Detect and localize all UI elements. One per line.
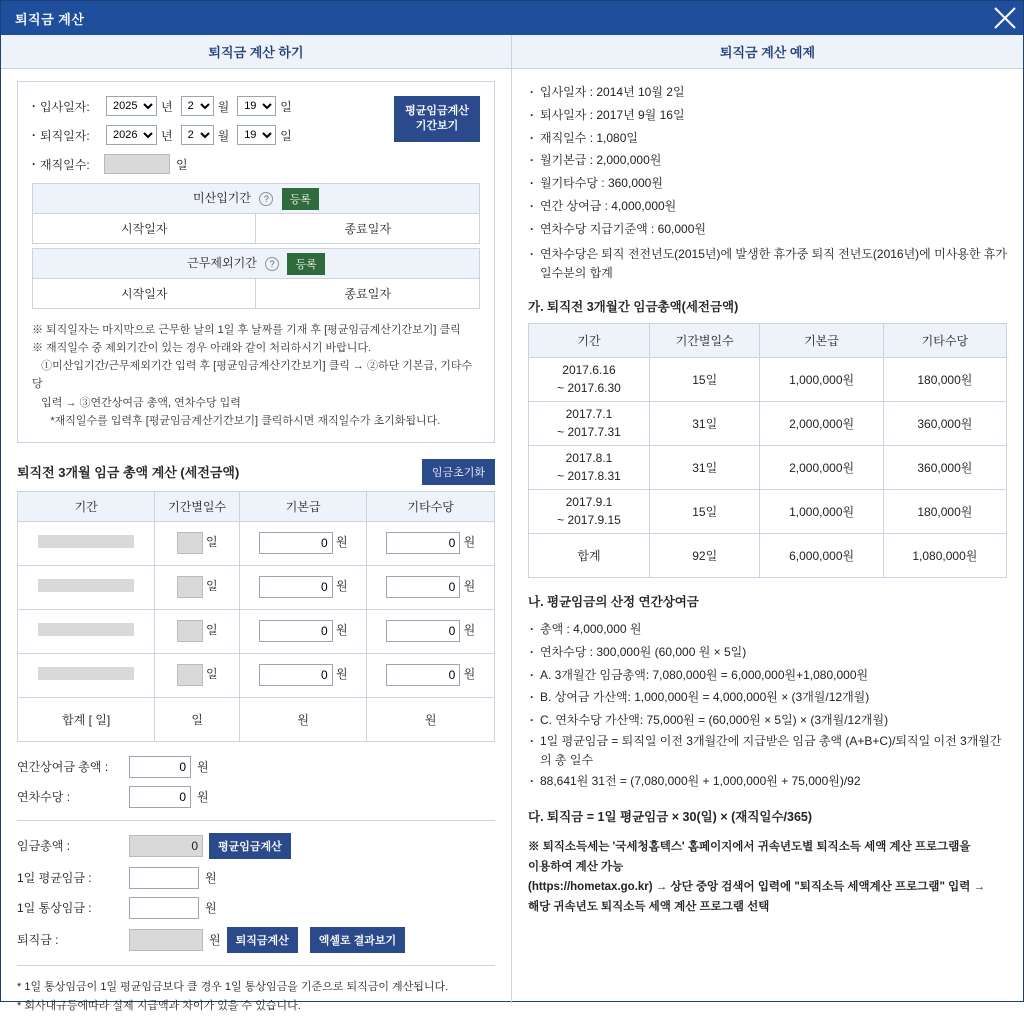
row-extra — [367, 609, 495, 653]
service-days-row — [32, 154, 480, 174]
period-line1: 2017.6.16 — [562, 363, 616, 378]
won-unit: 원 — [463, 535, 476, 550]
table-total-row — [529, 533, 1007, 577]
service-days-label: · 재직일수: — [40, 157, 90, 172]
wage-section-title: 퇴직전 3개월 임금 총액 계산 (세전금액) — [17, 465, 240, 481]
view-average-wage-period-button[interactable] — [394, 96, 480, 142]
extra-pay-input[interactable] — [386, 532, 460, 554]
service-days-unit: 일 — [176, 157, 188, 172]
severance-value — [129, 929, 203, 951]
note-line: ①미산입기간/근무제외기간 입력 후 [평균임금계산기간보기] 클릭 → ②하단 기본급, 기타수당 — [32, 360, 473, 391]
won-unit: 원 — [336, 579, 348, 594]
list-item: · 재직일수 : 1,080일 — [528, 127, 1007, 150]
note-line: 입력 → ③연간상여금 총액, 연차수당 입력 — [32, 396, 241, 409]
day-unit: 일 — [205, 535, 218, 550]
total-extra: 원 — [367, 697, 495, 741]
form-notes — [32, 321, 480, 430]
title-bar — [1, 1, 1023, 35]
days-field[interactable] — [177, 664, 203, 686]
days-field[interactable] — [177, 532, 203, 554]
day-unit: 일 — [205, 667, 218, 682]
excluded-work-register-button[interactable]: 등록 — [287, 253, 324, 275]
calculator-panel — [1, 35, 512, 1012]
unincluded-start-date[interactable]: 시작일자 — [33, 214, 256, 244]
list-item: · 입사일자 : 2014년 10월 2일 — [528, 81, 1007, 104]
period-button-line2: 기간보기 — [415, 119, 459, 132]
table-row — [529, 489, 1007, 533]
notice-line: 해당 귀속년도 퇴직소득 세액 계산 프로그램 선택 — [528, 901, 770, 914]
extra-pay-input[interactable] — [386, 620, 460, 642]
col-header-base: 기본급 — [239, 491, 367, 521]
row-days — [155, 653, 240, 697]
table-row — [529, 445, 1007, 489]
list-item: · 1일 평균임금 = 퇴직일 이전 3개월간에 지급받은 임금 총액 (A+B+C)/퇴직일 이전 3개월간의 총 일수 — [528, 732, 1007, 770]
base-pay-input[interactable] — [259, 576, 333, 598]
period-line1: 2017.9.1 — [565, 495, 613, 510]
day-unit: 일 — [205, 623, 218, 638]
won-unit: 원 — [463, 579, 476, 594]
close-icon[interactable] — [987, 1, 1023, 35]
table-row — [529, 401, 1007, 445]
join-day-unit: 일 — [280, 99, 292, 114]
notice-line: (https://hometax.go.kr) → 상단 중앙 검색어 입력에 "퇴직소득 세액계산 프로그램" 입력 → — [528, 881, 986, 894]
row-extra — [367, 521, 495, 565]
row-days: 15일 — [649, 357, 760, 401]
daily-average-value — [129, 867, 199, 889]
annual-bonus-row — [17, 756, 495, 778]
example-facts-list — [528, 81, 1007, 283]
won-unit: 원 — [205, 901, 217, 916]
join-day-select[interactable] — [237, 96, 276, 116]
total-label: 합계 — [529, 533, 650, 577]
row-base — [239, 653, 367, 697]
note-line: ※ 재직일수 중 제외기간이 있는 경우 아래와 같이 처리하시기 바랍니다. — [32, 342, 372, 355]
row-days — [155, 521, 240, 565]
divider — [17, 820, 495, 821]
days-field[interactable] — [177, 620, 203, 642]
notice-line: 이용하여 계산 가능 — [528, 861, 624, 874]
row-period — [18, 521, 155, 565]
col-header-extra: 기타수당 — [883, 323, 1006, 357]
period-line1: 2017.8.1 — [565, 451, 613, 466]
total-wage-row — [17, 833, 495, 859]
total-extra: 1,080,000원 — [883, 533, 1006, 577]
unincluded-period-title: 미산입기간 — [193, 190, 251, 205]
row-extra: 360,000원 — [883, 401, 1006, 445]
list-item: · A. 3개월간 임금총액: 7,080,000원 = 6,000,000원+1,080,000원 — [528, 664, 1007, 687]
col-header-base: 기본급 — [760, 323, 883, 357]
date-input-box — [17, 81, 495, 443]
excluded-work-period-table — [32, 248, 480, 309]
table-row — [529, 357, 1007, 401]
tax-notice — [528, 837, 1007, 918]
right-panel-header: 퇴직금 계산 예제 — [512, 35, 1023, 69]
row-days: 31일 — [649, 401, 760, 445]
annual-leave-row — [17, 786, 495, 808]
period-placeholder — [38, 623, 134, 636]
join-month-select[interactable] — [181, 96, 214, 116]
excluded-work-header — [33, 249, 480, 279]
list-item: · 퇴사일자 : 2017년 9월 16일 — [528, 104, 1007, 127]
leave-month-unit: 월 — [217, 128, 230, 143]
row-base — [239, 565, 367, 609]
note-line: ※ 퇴직일자는 마지막으로 근무한 날의 1일 후 날짜를 기재 후 [평균임금계산기간보기] 클릭 — [32, 324, 461, 336]
base-pay-input[interactable] — [259, 620, 333, 642]
won-unit: 원 — [197, 760, 209, 775]
period-line1: 2017.7.1 — [565, 407, 613, 422]
table-row — [18, 653, 495, 697]
total-wage-value: 0 — [129, 835, 203, 857]
base-pay-input[interactable] — [259, 664, 333, 686]
row-extra: 180,000원 — [883, 357, 1006, 401]
period-line2: ~ 2017.8.31 — [557, 469, 621, 484]
daily-ordinary-label: 1일 통상임금 : — [17, 901, 92, 916]
calculate-severance-button[interactable]: 퇴직금계산 — [227, 927, 298, 953]
won-unit: 원 — [336, 667, 348, 682]
table-row — [18, 521, 495, 565]
row-period — [529, 357, 650, 401]
example-wage-table — [528, 323, 1007, 578]
base-pay-input[interactable] — [259, 532, 333, 554]
period-line2: ~ 2017.7.31 — [557, 425, 621, 440]
won-unit: 원 — [197, 790, 209, 805]
join-month-unit: 월 — [217, 99, 230, 114]
list-item: · B. 상여금 가산액: 1,000,000원 = 4,000,000원 × (3개월/12개월) — [528, 686, 1007, 709]
row-period — [529, 445, 650, 489]
period-placeholder — [38, 579, 134, 592]
list-item: · 월기본급 : 2,000,000원 — [528, 149, 1007, 172]
won-unit: 원 — [205, 871, 217, 886]
won-unit: 원 — [463, 667, 476, 682]
join-year-select[interactable] — [106, 96, 157, 116]
example-section-b-list — [528, 618, 1007, 793]
leave-day-select[interactable] — [237, 125, 276, 145]
list-item: · 총액 : 4,000,000 원 — [528, 618, 1007, 641]
reset-wage-button[interactable]: 임금초기화 — [422, 459, 495, 485]
won-unit: 원 — [463, 623, 476, 638]
example-panel — [512, 35, 1023, 1003]
note-line: *재직일수를 입력후 [평균임금계산기간보기] 클릭하시면 재직일수가 초기화됩니다. — [32, 414, 441, 427]
daily-average-row — [17, 867, 495, 889]
leave-day-unit: 일 — [280, 128, 292, 143]
row-extra: 360,000원 — [883, 445, 1006, 489]
row-base — [239, 609, 367, 653]
total-days: 92일 — [649, 533, 760, 577]
divider — [17, 965, 495, 966]
row-base: 2,000,000원 — [760, 401, 883, 445]
daily-ordinary-row — [17, 897, 495, 919]
row-period — [529, 489, 650, 533]
help-icon[interactable]: ? — [259, 192, 273, 206]
row-period — [18, 653, 155, 697]
won-unit: 원 — [336, 535, 348, 550]
row-base — [239, 521, 367, 565]
period-placeholder — [38, 535, 134, 548]
list-item: · 연차수당은 퇴직 전전년도(2015년)에 발생한 휴가중 퇴직 전년도(2016년)에 미사용한 휴가 일수분의 합계 — [528, 245, 1007, 283]
col-header-days: 기간별일수 — [649, 323, 760, 357]
export-excel-button[interactable]: 엑셀로 결과보기 — [310, 927, 405, 953]
wage-input-table — [17, 491, 495, 742]
day-unit: 일 — [205, 579, 218, 594]
leave-year-select[interactable] — [106, 125, 157, 145]
annual-leave-input[interactable] — [129, 786, 191, 808]
leave-year-unit: 년 — [161, 128, 173, 143]
total-wage-label: 임금총액 : — [17, 839, 71, 854]
row-days — [155, 609, 240, 653]
list-item: · 연차수당 : 300,000원 (60,000 원 × 5일) — [528, 641, 1007, 664]
annual-bonus-label: 연간상여금 총액 : — [17, 760, 109, 775]
list-item: · 월기타수당 : 360,000원 — [528, 172, 1007, 195]
excluded-start-date[interactable]: 시작일자 — [33, 279, 256, 309]
unincluded-end-date[interactable]: 종료일자 — [256, 214, 480, 244]
example-section-a-title: 가. 퇴직전 3개월간 임금총액(세전금액) — [528, 299, 739, 314]
row-days: 31일 — [649, 445, 760, 489]
wage-section-header — [17, 459, 495, 485]
period-line2: ~ 2017.6.30 — [557, 381, 621, 396]
extra-pay-input[interactable] — [386, 576, 460, 598]
period-line2: ~ 2017.9.15 — [557, 513, 621, 528]
service-days-input[interactable] — [104, 154, 170, 174]
row-period — [529, 401, 650, 445]
total-days: 일 — [155, 697, 240, 741]
col-header-days: 기간별일수 — [155, 491, 240, 521]
list-item: · 88,641원 31전 = (7,080,000원 + 1,000,000원 + 75,000원)/92 — [528, 770, 1007, 793]
excluded-work-title: 근무제외기간 — [187, 255, 257, 270]
left-panel-header: 퇴직금 계산 하기 — [1, 35, 511, 69]
row-days: 15일 — [649, 489, 760, 533]
period-button-line1: 평균임금계산 — [405, 105, 469, 117]
severance-row — [17, 927, 495, 953]
period-placeholder — [38, 667, 134, 680]
total-base: 6,000,000원 — [760, 533, 883, 577]
unincluded-period-table — [32, 183, 480, 244]
total-base: 원 — [239, 697, 367, 741]
content-area — [1, 35, 1023, 1012]
list-item: · 연차수당 지급기준액 : 60,000원 — [528, 218, 1007, 241]
annual-leave-label: 연차수당 : — [17, 790, 71, 805]
join-year-unit: 년 — [161, 99, 173, 114]
footnotes — [17, 978, 495, 1015]
col-header-period: 기간 — [18, 491, 155, 521]
example-section-b-title: 나. 평균임금의 산정 연간상여금 — [528, 594, 699, 609]
won-unit: 원 — [209, 933, 221, 948]
table-row — [18, 609, 495, 653]
total-label: 합계 [ 일] — [18, 697, 155, 741]
row-extra: 180,000원 — [883, 489, 1006, 533]
row-days — [155, 565, 240, 609]
row-period — [18, 609, 155, 653]
list-item: · C. 연차수당 가산액: 75,000원 = (60,000원 × 5일) × (3개월/12개월) — [528, 709, 1007, 732]
row-base: 1,000,000원 — [760, 489, 883, 533]
example-section-c-title: 다. 퇴직금 = 1일 평균임금 × 30(일) × (재직일수/365) — [528, 810, 813, 825]
excluded-end-date[interactable]: 종료일자 — [256, 279, 480, 309]
row-base: 2,000,000원 — [760, 445, 883, 489]
unincluded-period-header — [33, 184, 480, 214]
annual-bonus-input[interactable] — [129, 756, 191, 778]
join-date-label: · 입사일자: — [40, 99, 90, 114]
table-row — [18, 565, 495, 609]
calculate-average-wage-button[interactable]: 평균임금계산 — [209, 833, 291, 859]
table-total-row — [18, 697, 495, 741]
row-extra — [367, 565, 495, 609]
days-field[interactable] — [177, 576, 203, 598]
extra-pay-input[interactable] — [386, 664, 460, 686]
page-title: 퇴직금 계산 — [15, 11, 85, 27]
row-period — [18, 565, 155, 609]
col-header-period: 기간 — [529, 323, 650, 357]
footnote-line: * 회사내규등에따라 실제 지급액과 차이가 있을 수 있습니다. — [17, 999, 301, 1012]
notice-line: ※ 퇴직소득세는 '국세청홈텍스' 홈페이지에서 귀속년도별 퇴직소득 세액 계산 프로그램을 — [528, 841, 971, 854]
leave-date-label: · 퇴직일자: — [40, 128, 90, 143]
row-extra — [367, 653, 495, 697]
severance-label: 퇴직금 : — [17, 933, 59, 948]
row-base: 1,000,000원 — [760, 357, 883, 401]
footnote-line: * 1일 통상임금이 1일 평균임금보다 클 경우 1일 통상임금을 기준으로 퇴직금이 계산됩니다. — [17, 980, 449, 993]
daily-average-label: 1일 평균임금 : — [17, 871, 92, 886]
col-header-extra: 기타수당 — [367, 491, 495, 521]
won-unit: 원 — [336, 623, 348, 638]
leave-month-select[interactable] — [181, 125, 214, 145]
unincluded-register-button[interactable]: 등록 — [282, 188, 319, 210]
help-icon[interactable]: ? — [265, 257, 279, 271]
daily-ordinary-value[interactable] — [129, 897, 199, 919]
list-item: · 연간 상여금 : 4,000,000원 — [528, 195, 1007, 218]
